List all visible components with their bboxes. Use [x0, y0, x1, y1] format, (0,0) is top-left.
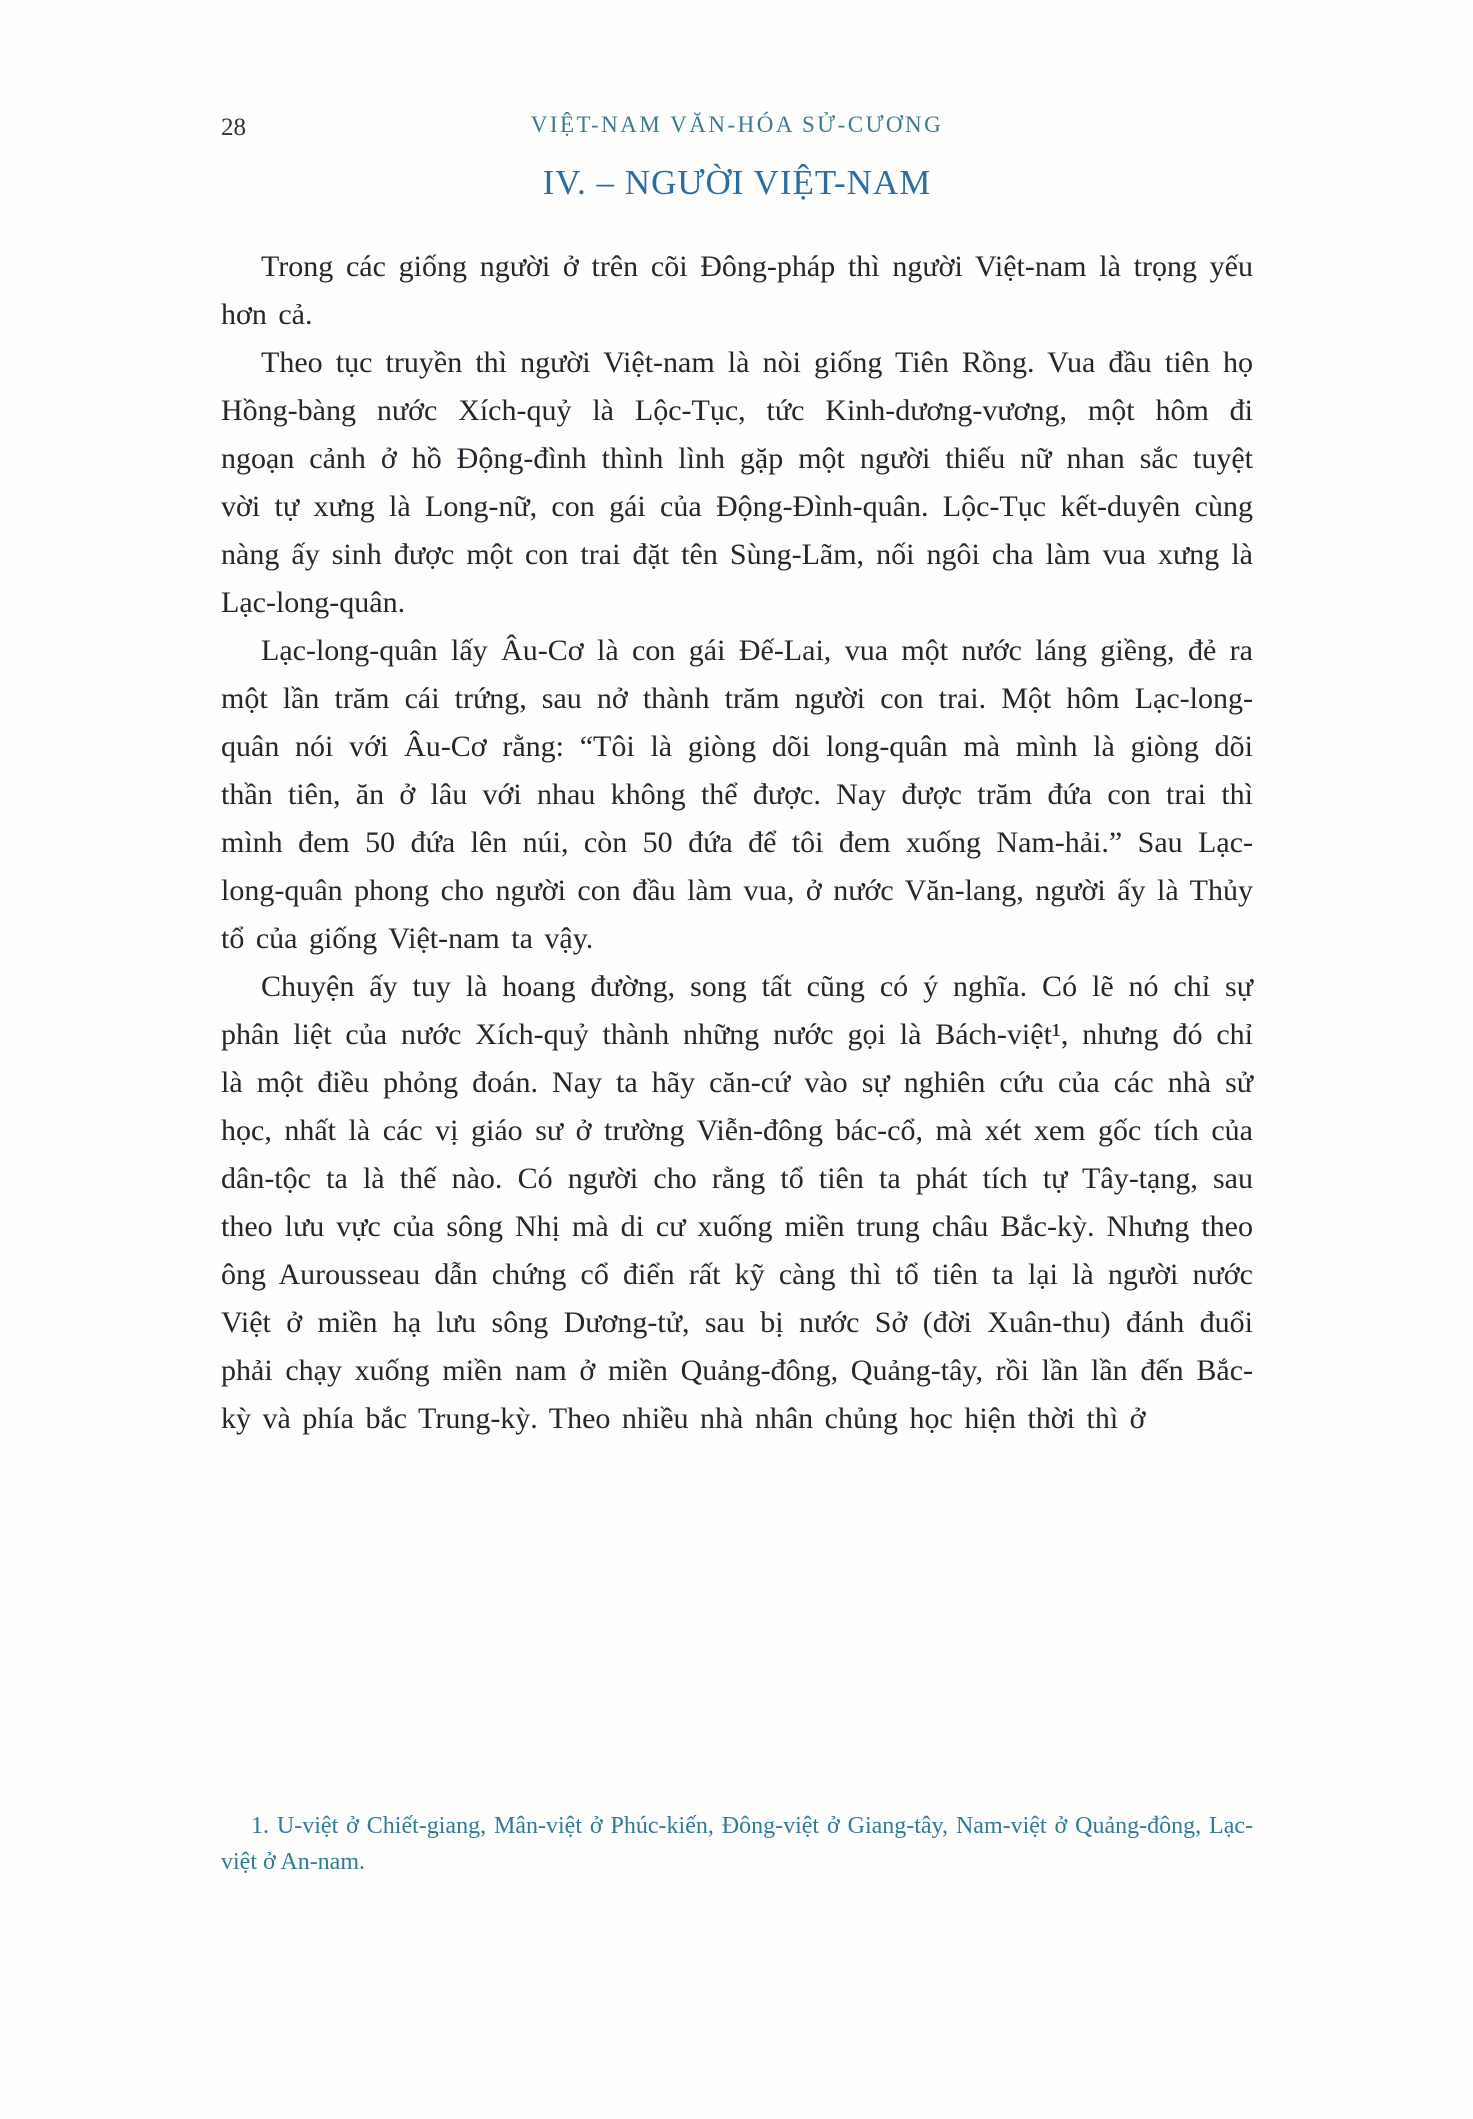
paragraph: Lạc-long-quân lấy Âu-Cơ là con gái Đế-Lai, vua một nước láng giềng, đẻ ra một lần trăm cái trứng, sau nở thành trăm người con trai. Một hôm Lạc-long-quân nói với Âu-Cơ rằng: “Tôi là giòng dõi long-quân mà mình là giòng dõi thần tiên, ăn ở lâu với nhau không thể được. Nay được trăm đứa con trai thì mình đem 50 đứa lên núi, còn 50 đứa để tôi đem xuống Nam-hải.” Sau Lạc-long-quân phong cho người con đầu làm vua, ở nước Văn-lang, người ấy là Thủy tổ của giống Việt-nam ta vậy.: [221, 634, 1253, 955]
section-title: IV. – NGƯỜI VIỆT-NAM: [542, 163, 932, 202]
paragraph: Chuyện ấy tuy là hoang đường, song tất cũng có ý nghĩa. Có lẽ nó chỉ sự phân liệt của nước Xích-quỷ thành những nước gọi là Bách-việt¹, nhưng đó chỉ là một điều phỏng đoán. Nay ta hãy căn-cứ vào sự nghiên cứu của các nhà sử học, nhất là các vị giáo sư ở trường Viễn-đông bác-cổ, mà xét xem gốc tích của dân-tộc ta là thế nào. Có người cho rằng tổ tiên ta phát tích tự Tây-tạng, sau theo lưu vực của sông Nhị mà di cư xuống miền trung châu Bắc-kỳ. Nhưng theo ông Aurousseau dẫn chứng cổ điển rất kỹ càng thì tổ tiên ta lại là người nước Việt ở miền hạ lưu sông Dương-tử, sau bị nước Sở (đời Xuân-thu) đánh đuổi phải chạy xuống miền nam ở miền Quảng-đông, Quảng-tây, rồi lần lần đến Bắc-kỳ và phía bắc Trung-kỳ. Theo nhiều nhà nhân chủng học hiện thời thì ở: [221, 970, 1253, 1435]
paragraph: Theo tục truyền thì người Việt-nam là nòi giống Tiên Rồng. Vua đầu tiên họ Hồng-bàng nước Xích-quỷ là Lộc-Tục, tức Kinh-dương-vương, một hôm đi ngoạn cảnh ở hồ Động-đình thình lình gặp một người thiếu nữ nhan sắc tuyệt vời tự xưng là Long-nữ, con gái của Động-Đình-quân. Lộc-Tục kết-duyên cùng nàng ấy sinh được một con trai đặt tên Sùng-Lãm, nối ngôi cha làm vua xưng là Lạc-long-quân.: [221, 346, 1253, 619]
running-header: VIỆT-NAM VĂN-HÓA SỬ-CƯƠNG: [530, 112, 944, 137]
page-number: 28: [221, 114, 246, 141]
paragraph: Trong các giống người ở trên cõi Đông-pháp thì người Việt-nam là trọng yếu hơn cả.: [221, 250, 1253, 331]
footnote: 1. U-việt ở Chiết-giang, Mân-việt ở Phúc-kiến, Đông-việt ở Giang-tây, Nam-việt ở Quảng-đông, Lạc-việt ở An-nam.: [221, 1813, 1253, 1875]
body-text: [221, 243, 1253, 1443]
page-header: [221, 112, 1253, 146]
